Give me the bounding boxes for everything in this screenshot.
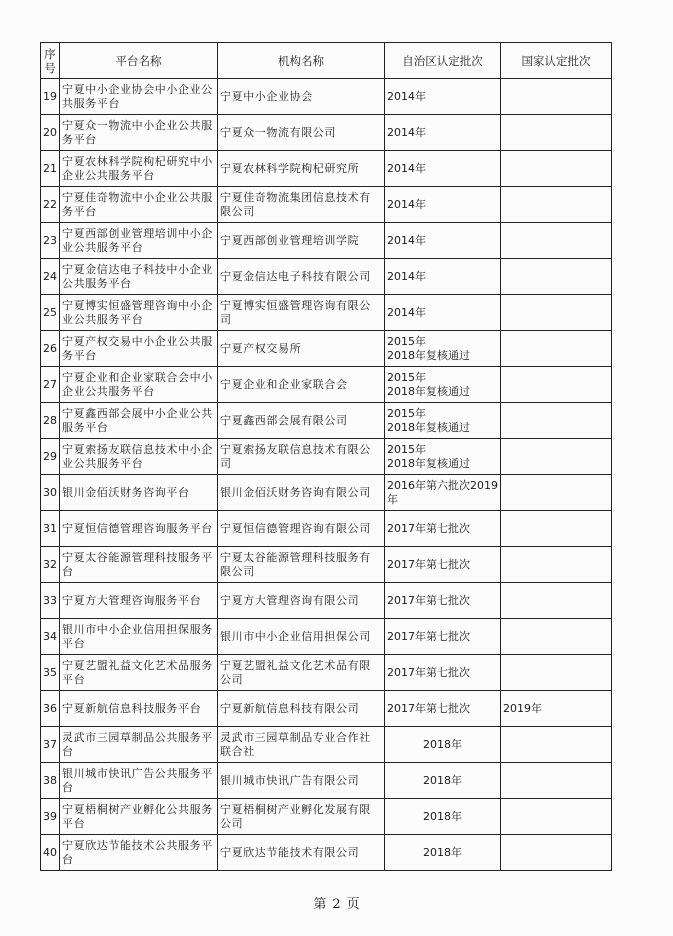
table-row xyxy=(41,439,612,475)
serial-number-cell: 39 xyxy=(41,799,60,835)
organization-name-cell: 银川金佰沃财务咨询有限公司 xyxy=(218,475,385,511)
national-batch-cell xyxy=(501,331,612,367)
platform-name-cell: 宁夏恒信德管理咨询服务平台 xyxy=(60,511,218,547)
serial-number-cell: 24 xyxy=(41,259,60,295)
serial-number-cell: 27 xyxy=(41,367,60,403)
serial-number-cell: 22 xyxy=(41,187,60,223)
platform-name-cell: 银川金佰沃财务咨询平台 xyxy=(60,475,218,511)
national-batch-cell xyxy=(501,547,612,583)
regional-batch-line: 2018年复核通过 xyxy=(387,384,470,398)
regional-batch-cell: 2018年 xyxy=(385,763,501,799)
platform-name-cell: 灵武市三园草制品公共服务平台 xyxy=(60,727,218,763)
regional-batch-cell xyxy=(385,367,501,403)
regional-batch-cell: 2017年第七批次 xyxy=(385,691,501,727)
national-batch-cell xyxy=(501,187,612,223)
table-row xyxy=(41,115,612,151)
platform-name-cell: 宁夏梧桐树产业孵化公共服务平台 xyxy=(60,799,218,835)
national-batch-cell xyxy=(501,727,612,763)
platform-name-cell: 宁夏佳奇物流中小企业公共服务平台 xyxy=(60,187,218,223)
organization-name-cell: 宁夏艺盟礼益文化艺术品有限公司 xyxy=(218,655,385,691)
national-batch-cell xyxy=(501,475,612,511)
regional-batch-cell: 2014年 xyxy=(385,79,501,115)
regional-batch-line: 2015年 xyxy=(387,406,426,420)
page-prefix: 第 xyxy=(313,897,327,912)
organization-name-cell: 灵武市三园草制品专业合作社联合社 xyxy=(218,727,385,763)
organization-name-cell: 宁夏恒信德管理咨询有限公司 xyxy=(218,511,385,547)
table-row xyxy=(41,799,612,835)
table-row xyxy=(41,331,612,367)
serial-number-cell: 19 xyxy=(41,79,60,115)
organization-name-cell: 银川市中小企业信用担保公司 xyxy=(218,619,385,655)
table-row xyxy=(41,295,612,331)
national-batch-cell xyxy=(501,403,612,439)
regional-batch-cell xyxy=(385,439,501,475)
header-national-batch: 国家认定批次 xyxy=(501,43,612,79)
serial-number-cell: 32 xyxy=(41,547,60,583)
platform-name-cell: 宁夏鑫西部会展中小企业公共服务平台 xyxy=(60,403,218,439)
serial-number-cell: 23 xyxy=(41,223,60,259)
serial-number-cell: 20 xyxy=(41,115,60,151)
platform-name-cell: 宁夏新航信息科技服务平台 xyxy=(60,691,218,727)
serial-number-cell: 29 xyxy=(41,439,60,475)
organization-name-cell: 宁夏企业和企业家联合会 xyxy=(218,367,385,403)
regional-batch-cell xyxy=(385,403,501,439)
organization-name-cell: 宁夏方大管理咨询有限公司 xyxy=(218,583,385,619)
national-batch-cell xyxy=(501,223,612,259)
serial-number-cell: 33 xyxy=(41,583,60,619)
table-row xyxy=(41,727,612,763)
organization-name-cell: 银川城市快讯广告有限公司 xyxy=(218,763,385,799)
table-row xyxy=(41,619,612,655)
organization-name-cell: 宁夏博实恒盛管理咨询有限公司 xyxy=(218,295,385,331)
organization-name-cell: 宁夏梧桐树产业孵化发展有限公司 xyxy=(218,799,385,835)
platform-name-cell: 宁夏金信达电子科技中小企业公共服务平台 xyxy=(60,259,218,295)
serial-number-cell: 28 xyxy=(41,403,60,439)
page-number: 2 xyxy=(332,897,341,912)
national-batch-cell xyxy=(501,367,612,403)
platform-name-cell: 宁夏艺盟礼益文化艺术品服务平台 xyxy=(60,655,218,691)
organization-name-cell: 宁夏佳奇物流集团信息技术有限公司 xyxy=(218,187,385,223)
regional-batch-line: 2018年复核通过 xyxy=(387,456,470,470)
table-row xyxy=(41,583,612,619)
platform-name-cell: 宁夏产权交易中小企业公共服务平台 xyxy=(60,331,218,367)
table-header-row xyxy=(41,43,612,79)
platform-registry-table xyxy=(40,42,612,871)
platform-name-cell: 宁夏博实恒盛管理咨询中小企业公共服务平台 xyxy=(60,295,218,331)
regional-batch-cell: 2014年 xyxy=(385,151,501,187)
regional-batch-line: 2018年复核通过 xyxy=(387,348,470,362)
regional-batch-cell: 2018年 xyxy=(385,799,501,835)
platform-name-cell: 宁夏索扬友联信息技术中小企业公共服务平台 xyxy=(60,439,218,475)
organization-name-cell: 宁夏农林科学院枸杞研究所 xyxy=(218,151,385,187)
serial-number-cell: 35 xyxy=(41,655,60,691)
regional-batch-cell: 2016年第六批次2019年 xyxy=(385,475,501,511)
national-batch-cell xyxy=(501,79,612,115)
organization-name-cell: 宁夏太谷能源管理科技服务有限公司 xyxy=(218,547,385,583)
regional-batch-cell: 2014年 xyxy=(385,115,501,151)
serial-number-cell: 38 xyxy=(41,763,60,799)
regional-batch-cell: 2018年 xyxy=(385,835,501,871)
regional-batch-cell: 2014年 xyxy=(385,223,501,259)
regional-batch-cell: 2014年 xyxy=(385,187,501,223)
page-suffix: 页 xyxy=(346,897,360,912)
serial-number-cell: 36 xyxy=(41,691,60,727)
platform-name-cell: 宁夏众一物流中小企业公共服务平台 xyxy=(60,115,218,151)
table-body xyxy=(41,79,612,871)
national-batch-cell xyxy=(501,439,612,475)
serial-number-cell: 26 xyxy=(41,331,60,367)
organization-name-cell: 宁夏新航信息科技有限公司 xyxy=(218,691,385,727)
platform-name-cell: 宁夏太谷能源管理科技服务平台 xyxy=(60,547,218,583)
table-row xyxy=(41,151,612,187)
table-row xyxy=(41,223,612,259)
platform-name-cell: 宁夏中小企业协会中小企业公共服务平台 xyxy=(60,79,218,115)
organization-name-cell: 宁夏索扬友联信息技术有限公司 xyxy=(218,439,385,475)
serial-number-cell: 21 xyxy=(41,151,60,187)
platform-name-cell: 银川市中小企业信用担保服务平台 xyxy=(60,619,218,655)
table-row xyxy=(41,187,612,223)
organization-name-cell: 宁夏西部创业管理培训学院 xyxy=(218,223,385,259)
header-regional-batch: 自治区认定批次 xyxy=(385,43,501,79)
regional-batch-cell: 2017年第七批次 xyxy=(385,547,501,583)
page-number-footer xyxy=(0,893,673,912)
national-batch-cell xyxy=(501,295,612,331)
regional-batch-line: 2015年 xyxy=(387,442,426,456)
organization-name-cell: 宁夏鑫西部会展有限公司 xyxy=(218,403,385,439)
serial-number-cell: 37 xyxy=(41,727,60,763)
table-row xyxy=(41,367,612,403)
regional-batch-cell: 2017年第七批次 xyxy=(385,619,501,655)
national-batch-cell xyxy=(501,619,612,655)
national-batch-cell xyxy=(501,259,612,295)
regional-batch-line: 2015年 xyxy=(387,370,426,384)
national-batch-cell xyxy=(501,115,612,151)
platform-name-cell: 银川城市快讯广告公共服务平台 xyxy=(60,763,218,799)
table-row xyxy=(41,79,612,115)
table-row xyxy=(41,547,612,583)
national-batch-cell: 2019年 xyxy=(501,691,612,727)
regional-batch-cell: 2017年第七批次 xyxy=(385,655,501,691)
table-row xyxy=(41,259,612,295)
national-batch-cell xyxy=(501,655,612,691)
table-row xyxy=(41,511,612,547)
organization-name-cell: 宁夏众一物流有限公司 xyxy=(218,115,385,151)
table-row xyxy=(41,475,612,511)
organization-name-cell: 宁夏中小企业协会 xyxy=(218,79,385,115)
table-row xyxy=(41,763,612,799)
table-row xyxy=(41,835,612,871)
serial-number-cell: 34 xyxy=(41,619,60,655)
regional-batch-cell: 2017年第七批次 xyxy=(385,511,501,547)
regional-batch-cell: 2017年第七批次 xyxy=(385,583,501,619)
organization-name-cell: 宁夏欣达节能技术有限公司 xyxy=(218,835,385,871)
regional-batch-cell: 2018年 xyxy=(385,727,501,763)
regional-batch-cell: 2014年 xyxy=(385,295,501,331)
regional-batch-line: 2018年复核通过 xyxy=(387,420,470,434)
platform-name-cell: 宁夏西部创业管理培训中小企业公共服务平台 xyxy=(60,223,218,259)
serial-number-cell: 40 xyxy=(41,835,60,871)
platform-name-cell: 宁夏方大管理咨询服务平台 xyxy=(60,583,218,619)
platform-name-cell: 宁夏欣达节能技术公共服务平台 xyxy=(60,835,218,871)
header-platform-name: 平台名称 xyxy=(60,43,218,79)
national-batch-cell xyxy=(501,583,612,619)
header-serial-number: 序号 xyxy=(41,43,60,79)
organization-name-cell: 宁夏金信达电子科技有限公司 xyxy=(218,259,385,295)
serial-number-cell: 25 xyxy=(41,295,60,331)
platform-name-cell: 宁夏企业和企业家联合会中小企业公共服务平台 xyxy=(60,367,218,403)
regional-batch-line: 2015年 xyxy=(387,334,426,348)
national-batch-cell xyxy=(501,511,612,547)
serial-number-cell: 30 xyxy=(41,475,60,511)
table-row xyxy=(41,655,612,691)
platform-name-cell: 宁夏农林科学院枸杞研究中小企业公共服务平台 xyxy=(60,151,218,187)
national-batch-cell xyxy=(501,151,612,187)
organization-name-cell: 宁夏产权交易所 xyxy=(218,331,385,367)
national-batch-cell xyxy=(501,835,612,871)
header-organization-name: 机构名称 xyxy=(218,43,385,79)
regional-batch-cell xyxy=(385,331,501,367)
national-batch-cell xyxy=(501,763,612,799)
national-batch-cell xyxy=(501,799,612,835)
table-row xyxy=(41,403,612,439)
table-row xyxy=(41,691,612,727)
regional-batch-cell: 2014年 xyxy=(385,259,501,295)
serial-number-cell: 31 xyxy=(41,511,60,547)
